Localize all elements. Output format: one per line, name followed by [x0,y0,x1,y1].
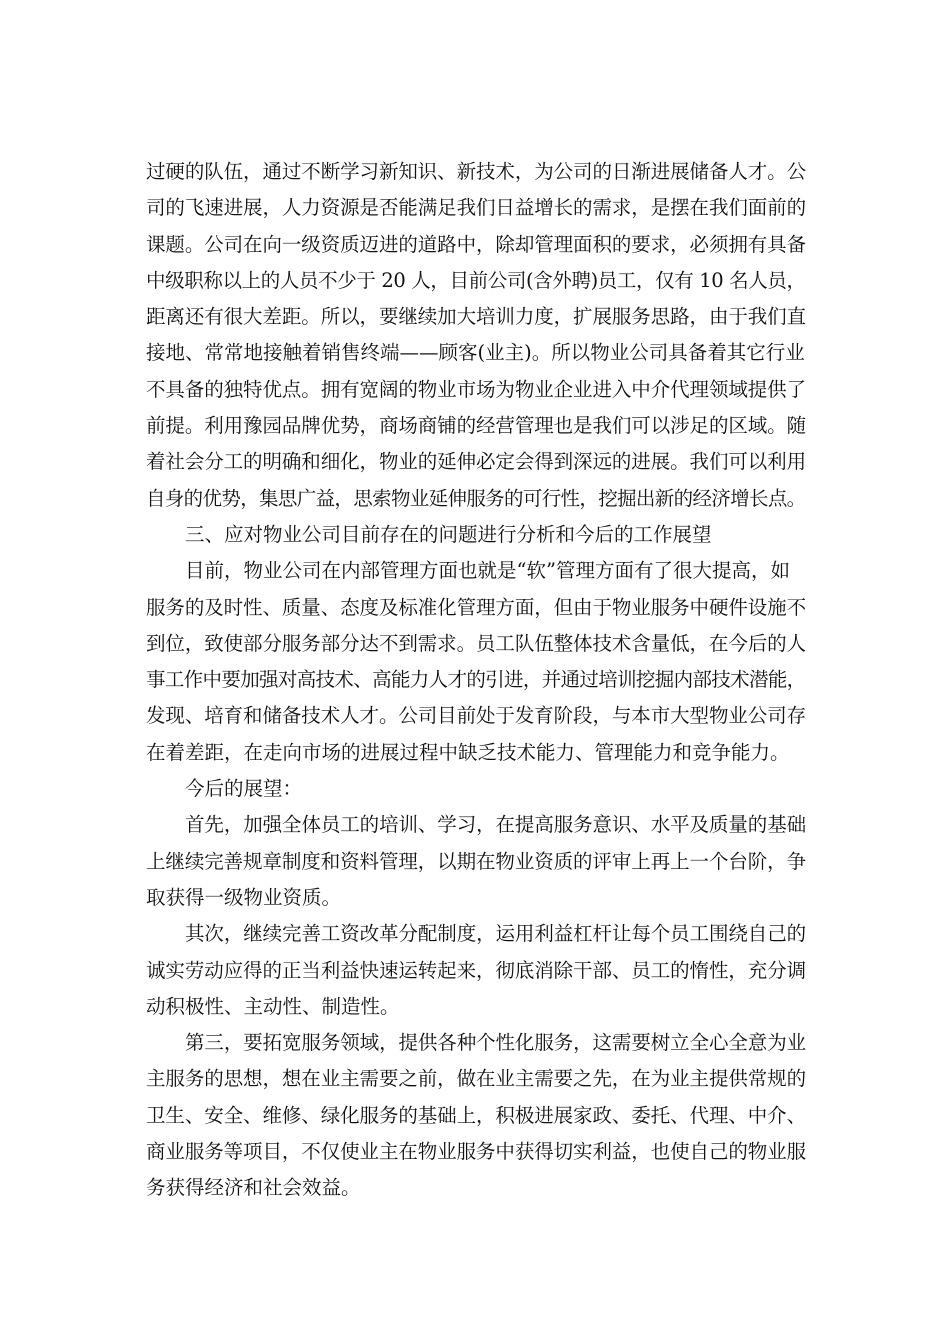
text-line: 司的飞速进展，人力资源是否能满足我们日益增长的需求，是摆在我们面前的 [146,196,807,220]
text-line: 中级职称以上的人员不少于 20 人，目前公司(含外聘)员工，仅有 10 名人员， [146,268,806,292]
text-line: 动积极性、主动性、制造性。 [146,994,400,1018]
text-line: 距离还有很大差距。所以，要继续加大培训力度，扩展服务思路，由于我们直 [146,305,807,329]
text-line: 课题。公司在向一级资质迈进的道路中，除却管理面积的要求，必须拥有具备 [146,232,807,256]
text-line: 在着差距，在走向市场的进展过程中缺乏技术能力、管理能力和竞争能力。 [146,740,790,764]
text-line: 卫生、安全、维修、绿化服务的基础上，积极进展家政、委托、代理、中介、 [146,1103,807,1127]
text-line: 主服务的思想，想在业主需要之前，做在业主需要之先，在为业主提供常规的 [146,1067,807,1091]
text-line: 到位，致使部分服务部分达不到需求。员工队伍整体技术含量低，在今后的人 [146,631,807,655]
text-line: 不具备的独特优点。拥有宽阔的物业市场为物业企业进入中介代理领域提供了 [146,377,807,401]
paragraph-first-line: 目前，物业公司在内部管理方面也就是“软”管理方面有了很大提高，如 [185,559,790,583]
paragraph-first-line: 其次，继续完善工资改革分配制度，运用利益杠杆让每个员工围绕自己的 [185,922,807,946]
paragraph-first-line: 第三，要拓宽服务领域，提供各种个性化服务，这需要树立全心全意为业 [185,1031,807,1055]
text-line: 发现、培育和储备技术人才。公司目前处于发育阶段，与本市大型物业公司存 [146,704,807,728]
text-line: 务获得经济和社会效益。 [146,1176,361,1200]
text-line: 着社会分工的明确和细化，物业的延伸必定会得到深远的进展。我们可以利用 [146,450,807,474]
paragraph-first-line: 今后的展望： [185,777,303,801]
text-line: 诚实劳动应得的正当利益快速运转起来，彻底消除干部、员工的惰性，充分调 [146,958,807,982]
text-line: 商业服务等项目，不仅使业主在物业服务中获得切实利益，也使自己的物业服 [146,1140,807,1164]
document-body [146,154,806,1207]
paragraph-first-line: 三、应对物业公司目前存在的问题进行分析和今后的工作展望 [185,522,712,546]
paragraph-first-line: 首先，加强全体员工的培训、学习，在提高服务意识、水平及质量的基础 [185,813,807,837]
text-line: 事工作中要加强对高技术、高能力人才的引进，并通过培训挖掘内部技术潜能， [146,668,806,692]
text-line: 服务的及时性、质量、态度及标准化管理方面，但由于物业服务中硬件设施不 [146,595,807,619]
text-line: 接地、常常地接触着销售终端——顾客(业主)。所以物业公司具备着其它行业 [146,341,805,365]
text-line: 自身的优势，集思广益，思索物业延伸服务的可行性，挖掘出新的经济增长点。 [146,486,806,510]
text-line: 上继续完善规章制度和资料管理，以期在物业资质的评审上再上一个台阶，争 [146,849,807,873]
text-line: 前提。利用豫园品牌优势，商场商铺的经营管理也是我们可以涉足的区域。随 [146,414,807,438]
text-line: 取获得一级物业资质。 [146,885,342,909]
text-line: 过硬的队伍，通过不断学习新知识、新技术，为公司的日渐进展储备人才。公 [146,160,807,183]
